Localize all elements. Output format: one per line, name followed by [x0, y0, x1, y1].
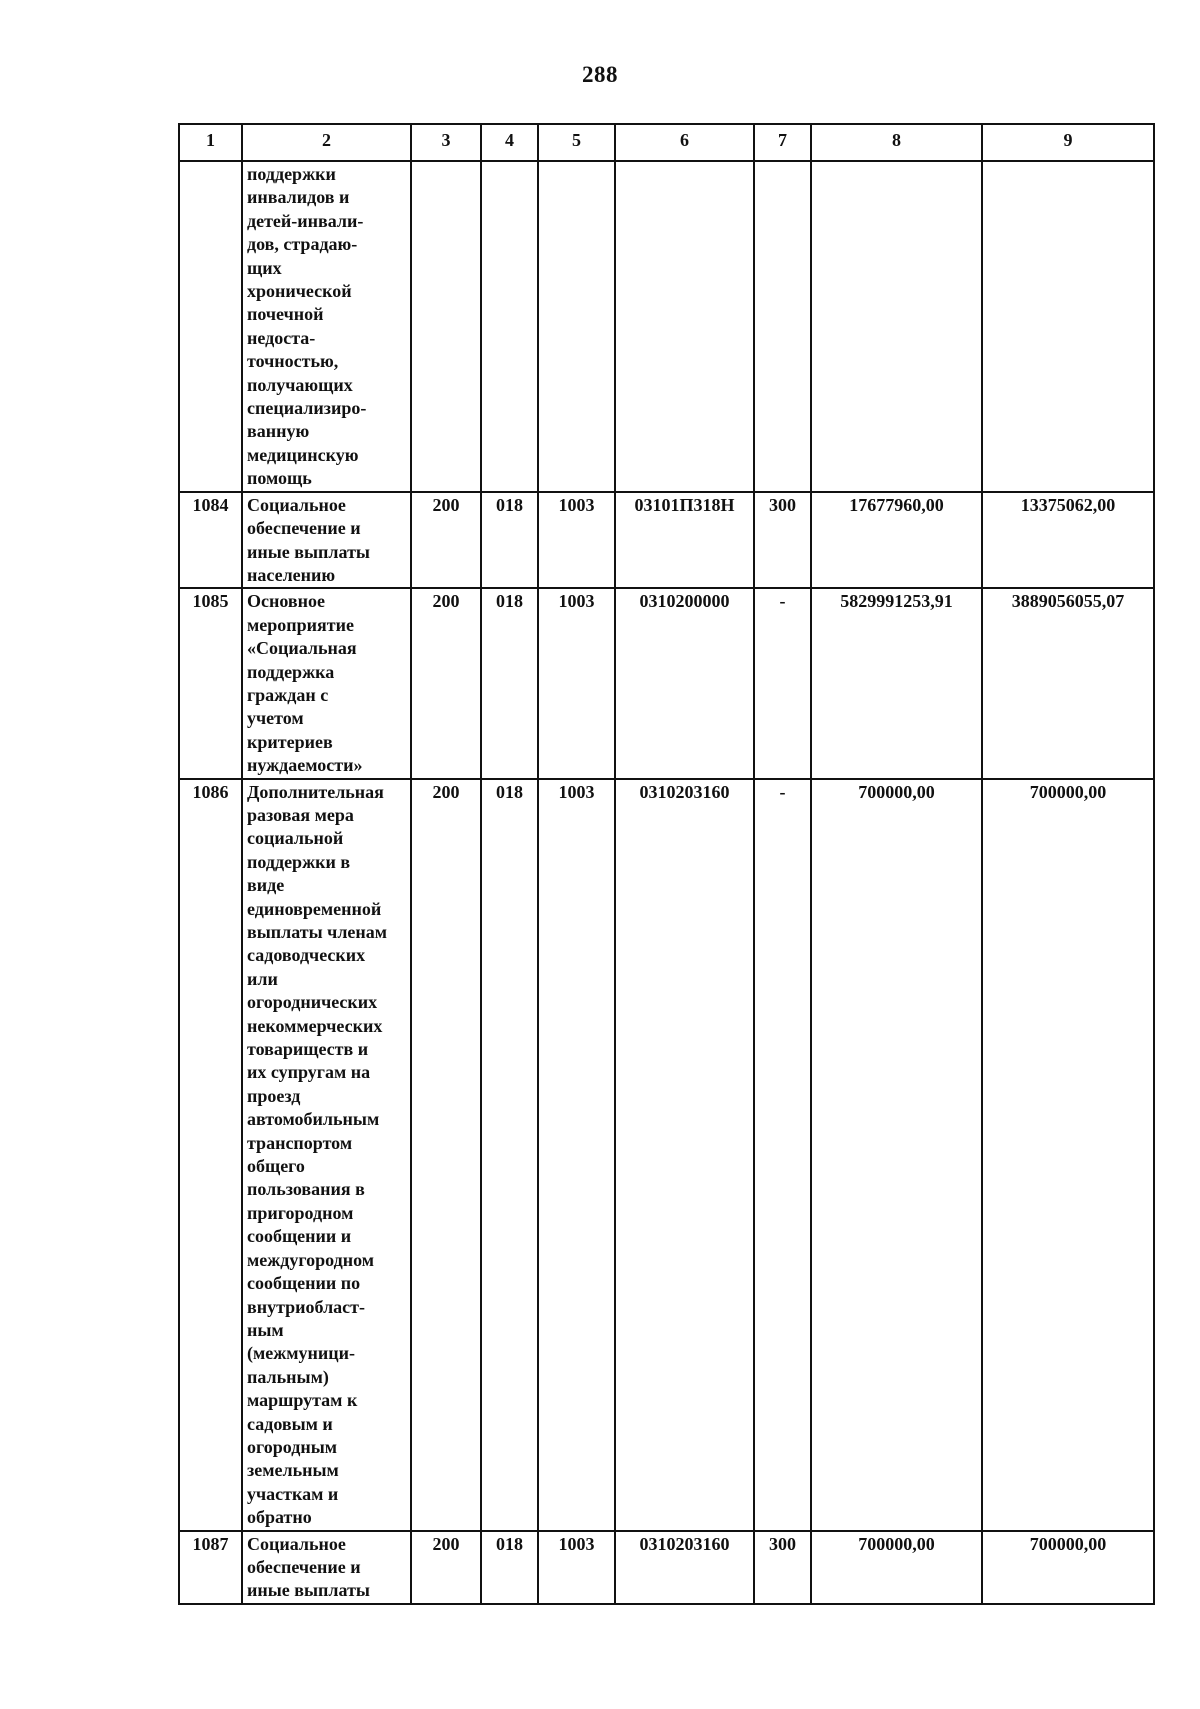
- row-name-cell: [242, 588, 411, 778]
- row-name-line: социальной: [247, 828, 344, 849]
- row-number-cell: 1085: [179, 588, 242, 778]
- code-cell-5: 1003: [538, 1531, 615, 1604]
- table-row: [179, 161, 1154, 492]
- amount-cell-9: 700000,00: [982, 1531, 1154, 1604]
- code-cell-7: [754, 161, 811, 492]
- row-name-line: медицинскую: [247, 444, 359, 465]
- code-cell-7: 300: [754, 492, 811, 589]
- header-cell-8: 8: [811, 124, 982, 161]
- row-name-line: или: [247, 968, 278, 989]
- code-cell-6: 0310203160: [615, 1531, 754, 1604]
- amount-cell-8: 17677960,00: [811, 492, 982, 589]
- row-name-line: Социальное: [247, 1533, 346, 1554]
- row-name-line: учетом: [247, 708, 304, 729]
- amount-cell-9: 13375062,00: [982, 492, 1154, 589]
- row-number-cell: 1084: [179, 492, 242, 589]
- amount-cell-9: 700000,00: [982, 779, 1154, 1531]
- row-name-line: разовая мера: [247, 804, 354, 825]
- row-name-line: сообщении по: [247, 1273, 361, 1294]
- row-name-line: виде: [247, 875, 285, 896]
- amount-cell-8: [811, 161, 982, 492]
- row-name-line: проезд: [247, 1085, 301, 1106]
- row-name-line: получающих: [247, 374, 353, 395]
- row-name-line: выплаты членам: [247, 922, 388, 942]
- code-cell-4: [481, 161, 538, 492]
- code-cell-3: 200: [411, 1531, 481, 1604]
- header-cell-3: 3: [411, 124, 481, 161]
- row-name-line: детей-инвали-: [247, 210, 364, 231]
- row-name-line: почечной: [247, 304, 324, 325]
- row-name-line: ванную: [247, 421, 310, 442]
- code-cell-6: 0310200000: [615, 588, 754, 778]
- code-cell-3: [411, 161, 481, 492]
- row-name-line: поддержки: [247, 164, 336, 184]
- row-name-line: маршрутам к: [247, 1390, 358, 1411]
- row-name-line: пальным): [247, 1366, 329, 1387]
- row-name-line: щих: [247, 257, 282, 278]
- code-cell-6: [615, 161, 754, 492]
- header-cell-5: 5: [538, 124, 615, 161]
- row-name-line: общего: [247, 1156, 305, 1177]
- row-number-cell: 1087: [179, 1531, 242, 1604]
- header-cell-4: 4: [481, 124, 538, 161]
- code-cell-7: -: [754, 588, 811, 778]
- row-name-line: Основное: [247, 591, 325, 612]
- table-body: [179, 161, 1154, 1604]
- row-name-line: ным: [247, 1319, 284, 1340]
- code-cell-4: 018: [481, 588, 538, 778]
- row-name-line: иные выплаты: [247, 541, 370, 562]
- row-number-cell: [179, 161, 242, 492]
- code-cell-6: 0310203160: [615, 779, 754, 1531]
- row-name-line: автомобильным: [247, 1109, 380, 1130]
- row-name-line: граждан с: [247, 684, 329, 705]
- row-name-cell: [242, 161, 411, 492]
- row-name-cell: [242, 779, 411, 1531]
- page-number: 288: [582, 62, 618, 87]
- code-cell-5: 1003: [538, 588, 615, 778]
- code-cell-4: 018: [481, 492, 538, 589]
- row-name-line: иные выплаты: [247, 1580, 370, 1601]
- amount-cell-8: 5829991253,91: [811, 588, 982, 778]
- header-cell-2: 2: [242, 124, 411, 161]
- row-name-line: поддержка: [247, 661, 335, 682]
- row-name-line: транспортом: [247, 1132, 353, 1153]
- code-cell-4: 018: [481, 1531, 538, 1604]
- header-cell-7: 7: [754, 124, 811, 161]
- row-name-line: специализиро-: [247, 398, 367, 419]
- row-name-line: огородным: [247, 1436, 338, 1457]
- row-name-line: помощь: [247, 468, 312, 489]
- row-name-line: (межмуници-: [247, 1343, 356, 1364]
- row-name-line: населению: [247, 564, 336, 585]
- code-cell-5: [538, 161, 615, 492]
- row-name-line: садовым и: [247, 1413, 333, 1434]
- row-name-line: мероприятие: [247, 614, 354, 635]
- table-row: [179, 588, 1154, 778]
- row-name-line: критериев: [247, 731, 333, 752]
- code-cell-3: 200: [411, 779, 481, 1531]
- code-cell-6: 03101П318Н: [615, 492, 754, 589]
- row-name-line: участкам и: [247, 1483, 339, 1504]
- row-name-cell: [242, 1531, 411, 1604]
- code-cell-7: 300: [754, 1531, 811, 1604]
- amount-cell-8: 700000,00: [811, 1531, 982, 1604]
- row-name-line: обеспечение и: [247, 518, 361, 539]
- header-cell-1: 1: [179, 124, 242, 161]
- header-row: [179, 124, 1154, 161]
- row-name-line: Дополнительная: [247, 781, 384, 802]
- row-name-line: инвалидов и: [247, 187, 350, 208]
- row-name-line: некоммерческих: [247, 1015, 383, 1036]
- amount-cell-9: [982, 161, 1154, 492]
- row-name-line: хронической: [247, 281, 352, 302]
- row-name-line: Социальное: [247, 494, 346, 515]
- amount-cell-8: 700000,00: [811, 779, 982, 1531]
- code-cell-5: 1003: [538, 492, 615, 589]
- code-cell-3: 200: [411, 588, 481, 778]
- row-name-line: пригородном: [247, 1202, 354, 1223]
- row-name-line: внутриобласт-: [247, 1296, 366, 1317]
- row-name-line: огороднических: [247, 992, 378, 1013]
- code-cell-3: 200: [411, 492, 481, 589]
- header-cell-9: 9: [982, 124, 1154, 161]
- table-row: [179, 1531, 1154, 1604]
- code-cell-4: 018: [481, 779, 538, 1531]
- row-name-cell: [242, 492, 411, 589]
- row-name-line: садоводческих: [247, 945, 366, 966]
- row-name-line: обратно: [247, 1507, 312, 1528]
- table-row: [179, 492, 1154, 589]
- row-name-line: обеспечение и: [247, 1556, 361, 1577]
- code-cell-5: 1003: [538, 779, 615, 1531]
- row-number-cell: 1086: [179, 779, 242, 1531]
- row-name-line: товариществ и: [247, 1039, 369, 1060]
- table-row: [179, 779, 1154, 1531]
- row-name-line: нуждаемости»: [247, 755, 363, 776]
- row-name-line: междугородном: [247, 1249, 375, 1270]
- row-name-line: поддержки в: [247, 851, 351, 872]
- code-cell-7: -: [754, 779, 811, 1531]
- row-name-line: точностью,: [247, 351, 339, 372]
- row-name-line: «Социальная: [247, 638, 357, 659]
- row-name-line: единовременной: [247, 898, 382, 919]
- row-name-line: их супругам на: [247, 1062, 371, 1083]
- row-name-line: недоста-: [247, 327, 316, 348]
- budget-table: [178, 123, 1155, 1605]
- row-name-line: сообщении и: [247, 1226, 352, 1247]
- row-name-line: пользования в: [247, 1179, 365, 1200]
- amount-cell-9: 3889056055,07: [982, 588, 1154, 778]
- header-cell-6: 6: [615, 124, 754, 161]
- row-name-line: земельным: [247, 1460, 339, 1481]
- row-name-line: дов, страдаю-: [247, 234, 358, 255]
